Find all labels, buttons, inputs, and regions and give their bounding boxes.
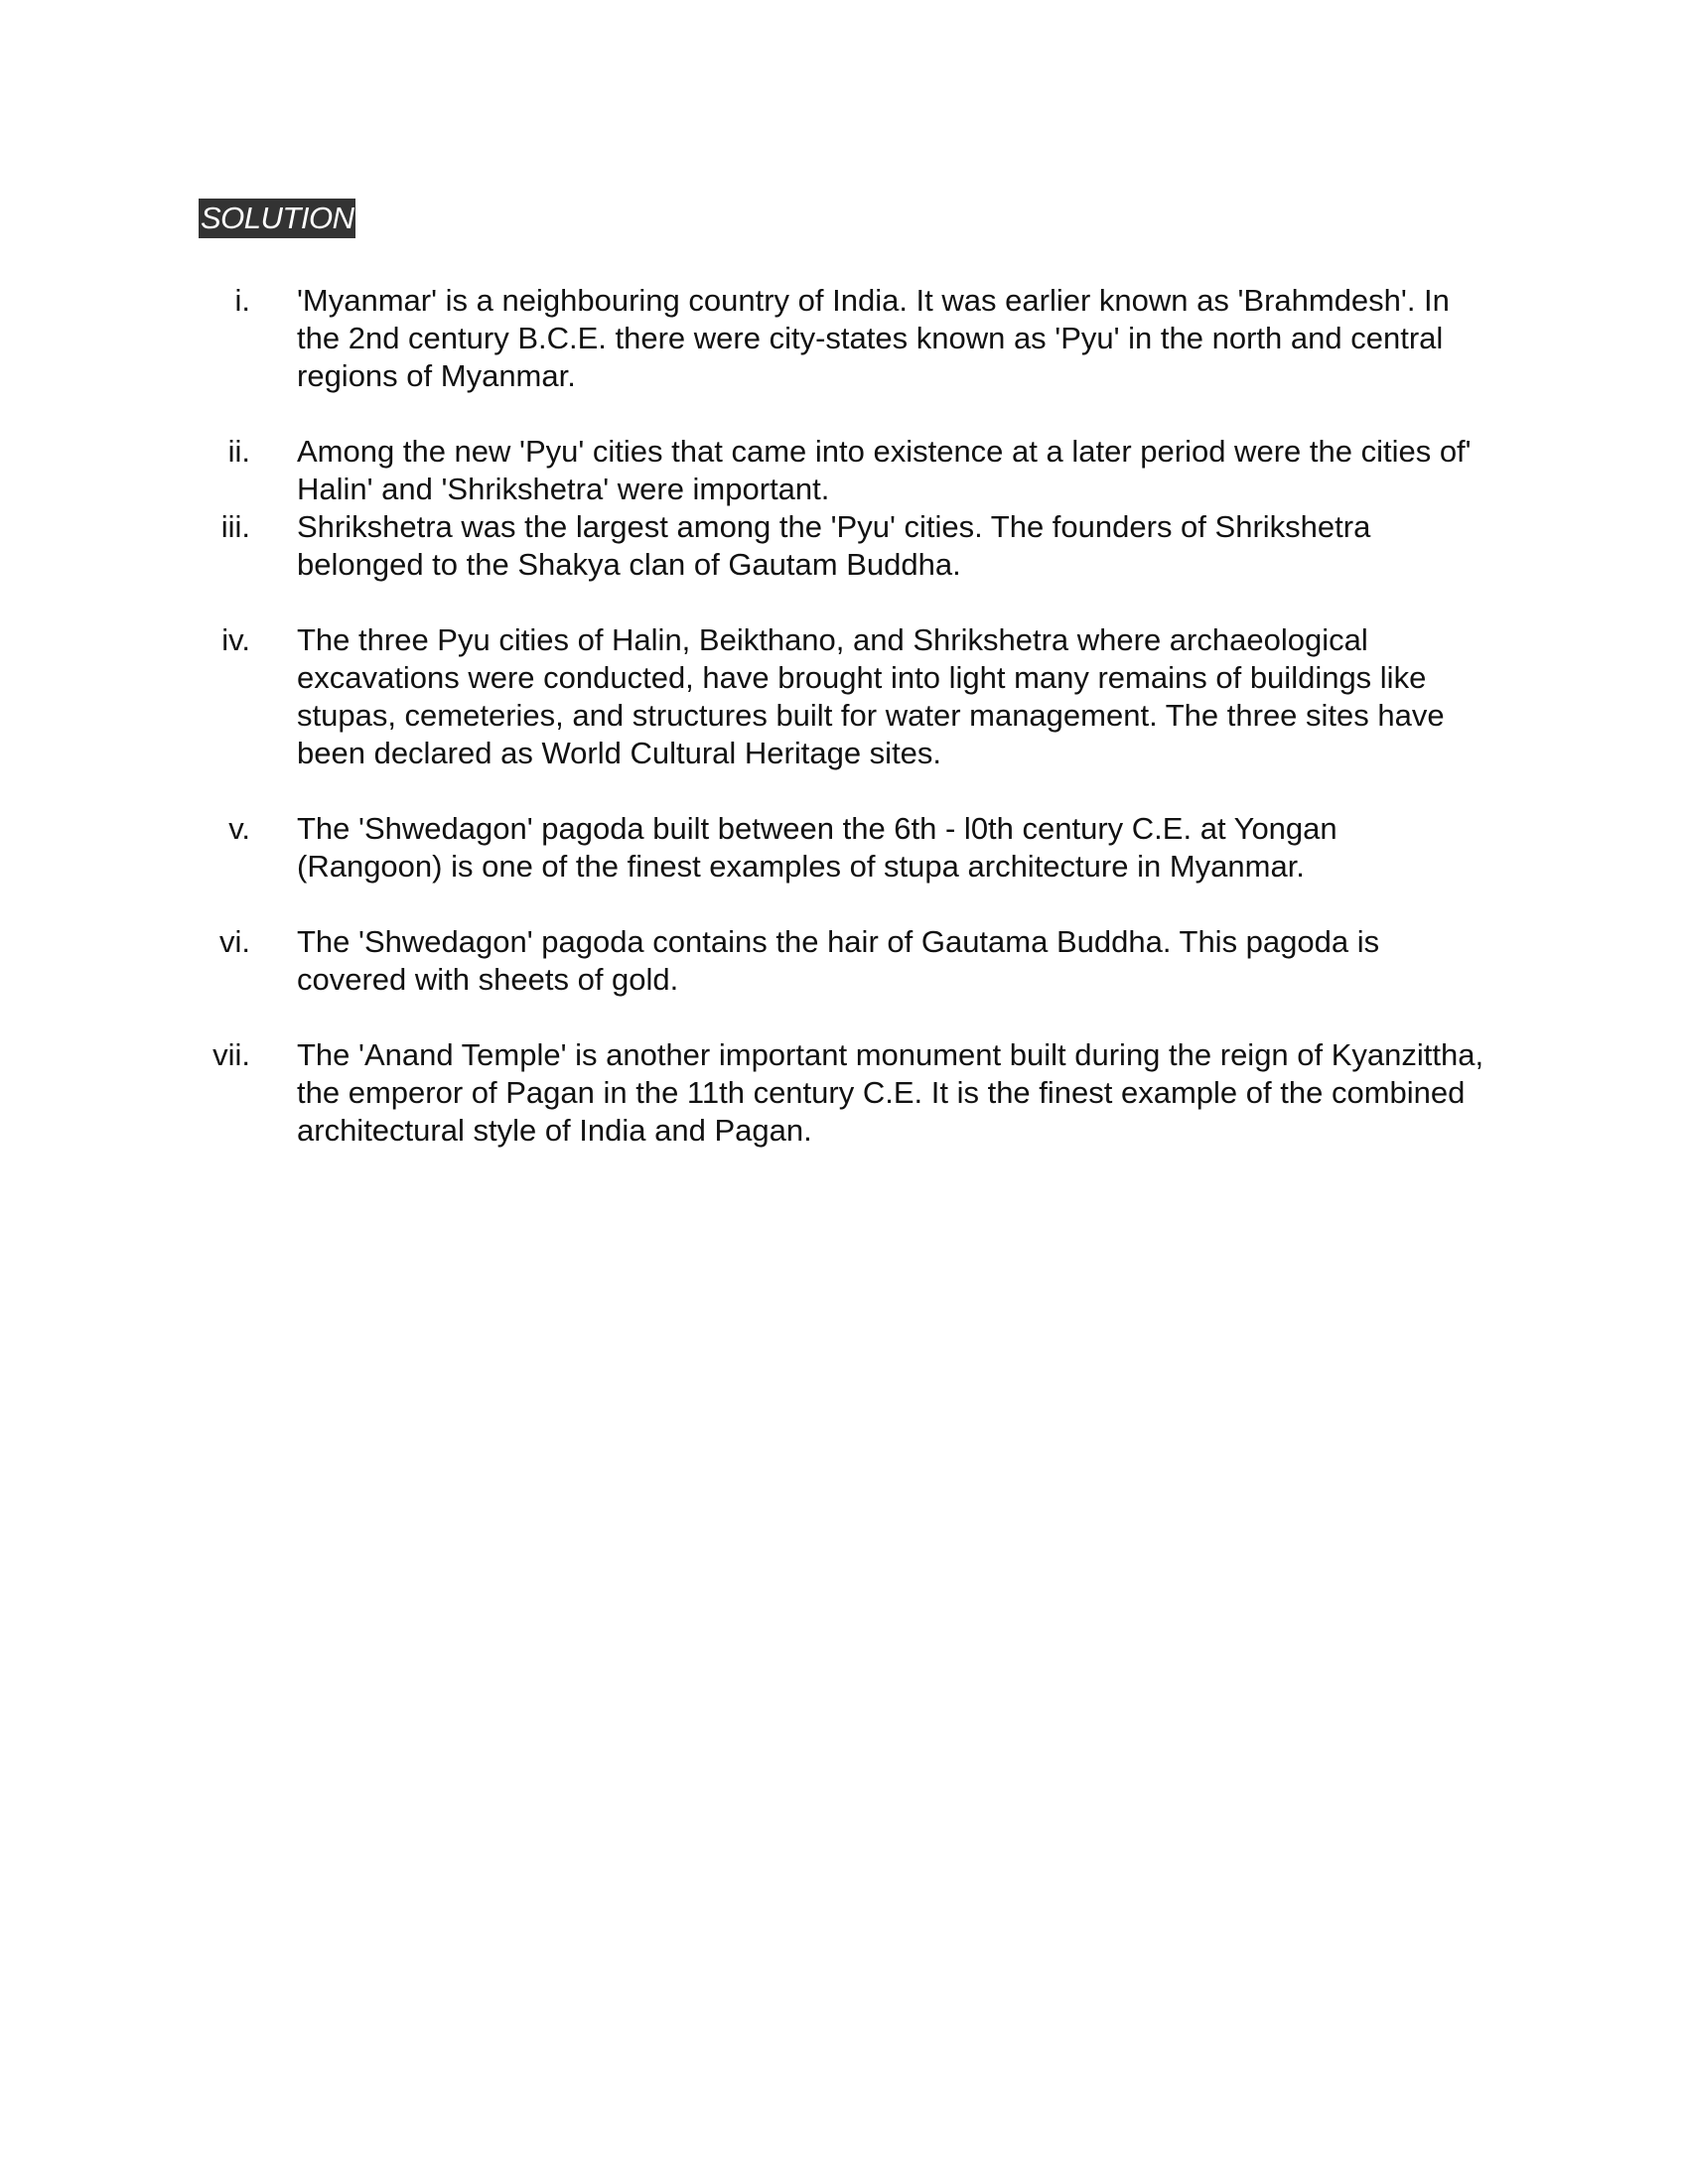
list-item-text: Shrikshetra was the largest among the 'Pyu' cities. The founders of Shrikshetra belonged to the Shakya clan of Gautam Buddha. [297,509,1371,582]
list-numeral: iii. [220,509,250,544]
list-numeral: vii. [212,1037,250,1072]
list-item-text: Among the new 'Pyu' cities that came into existence at a later period were the cities of' Halin' and 'Shrikshetra' were important. [297,434,1472,506]
list-item-text: The 'Anand Temple' is another important monument built during the reign of Kyanzittha, the emperor of Pagan in the 11th century C.E. It is the finest example of the combined architectural style of India and Pagan. [297,1037,1484,1148]
list-numeral: iv. [221,622,250,657]
list-numeral: ii. [227,434,250,469]
solution-heading: SOLUTION [199,199,355,238]
list-item-text: 'Myanmar' is a neighbouring country of India. It was earlier known as 'Brahmdesh'. In the 2nd century B.C.E. there were city-states known as 'Pyu' in the north and central regions of Myanmar. [297,283,1450,393]
list-item-text: The three Pyu cities of Halin, Beikthano, and Shrikshetra where archaeological excavations were conducted, have brought into light many remains of buildings like stupas, cemeteries, and structures built for water management. The three sites have been declared as World Cultural Heritage sites. [297,622,1445,770]
list-numeral: vi. [219,924,250,959]
list-item-text: The 'Shwedagon' pagoda contains the hair of Gautama Buddha. This pagoda is covered with sheets of gold. [297,924,1380,997]
list-numeral: v. [228,811,250,846]
list-item-text: The 'Shwedagon' pagoda built between the 6th - l0th century C.E. at Yongan (Rangoon) is one of the finest examples of stupa architecture in Myanmar. [297,811,1337,884]
list-numeral: i. [234,283,250,318]
